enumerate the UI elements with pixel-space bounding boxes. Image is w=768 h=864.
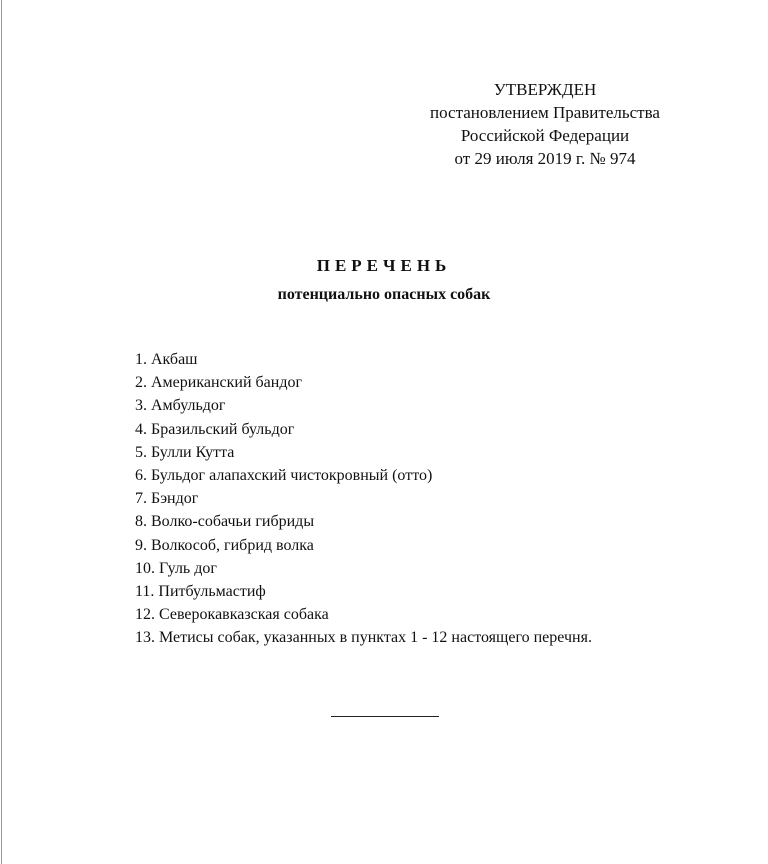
document-title: ПЕРЕЧЕНЬ	[316, 256, 452, 275]
page-edge-divider	[1, 0, 2, 864]
list-item: 9. Волкособ, гибрид волка	[135, 536, 314, 554]
list-item: 4. Бразильский бульдог	[135, 420, 295, 438]
closing-rule	[331, 716, 439, 717]
list-item: 13. Метисы собак, указанных в пунктах 1 - 12 настоящего перечня.	[135, 629, 592, 647]
approval-block	[400, 78, 690, 170]
list-item: 6. Бульдог алапахский чистокровный (отто)	[135, 467, 433, 485]
list-item: 1. Акбаш	[135, 351, 198, 368]
list-item: 8. Волко-собачьи гибриды	[135, 513, 315, 531]
list-item: 11. Питбульмастиф	[135, 583, 266, 601]
approval-resolution: постановлением Правительства	[430, 103, 660, 122]
approval-heading: УТВЕРЖДЕН	[493, 80, 597, 99]
list-item: 3. Амбульдог	[135, 397, 226, 415]
list-item: 10. Гуль дог	[135, 559, 217, 577]
dog-breed-list	[135, 348, 592, 650]
approval-date-number: от 29 июля 2019 г. № 974	[454, 149, 636, 168]
list-item: 5. Булли Кутта	[135, 443, 235, 461]
approval-government: Российской Федерации	[460, 126, 630, 145]
document-subtitle: потенциально опасных собак	[277, 286, 491, 303]
list-item: 12. Северокавказская собака	[135, 606, 329, 624]
list-item: 2. Американский бандог	[135, 374, 303, 392]
list-item: 7. Бэндог	[135, 490, 199, 508]
